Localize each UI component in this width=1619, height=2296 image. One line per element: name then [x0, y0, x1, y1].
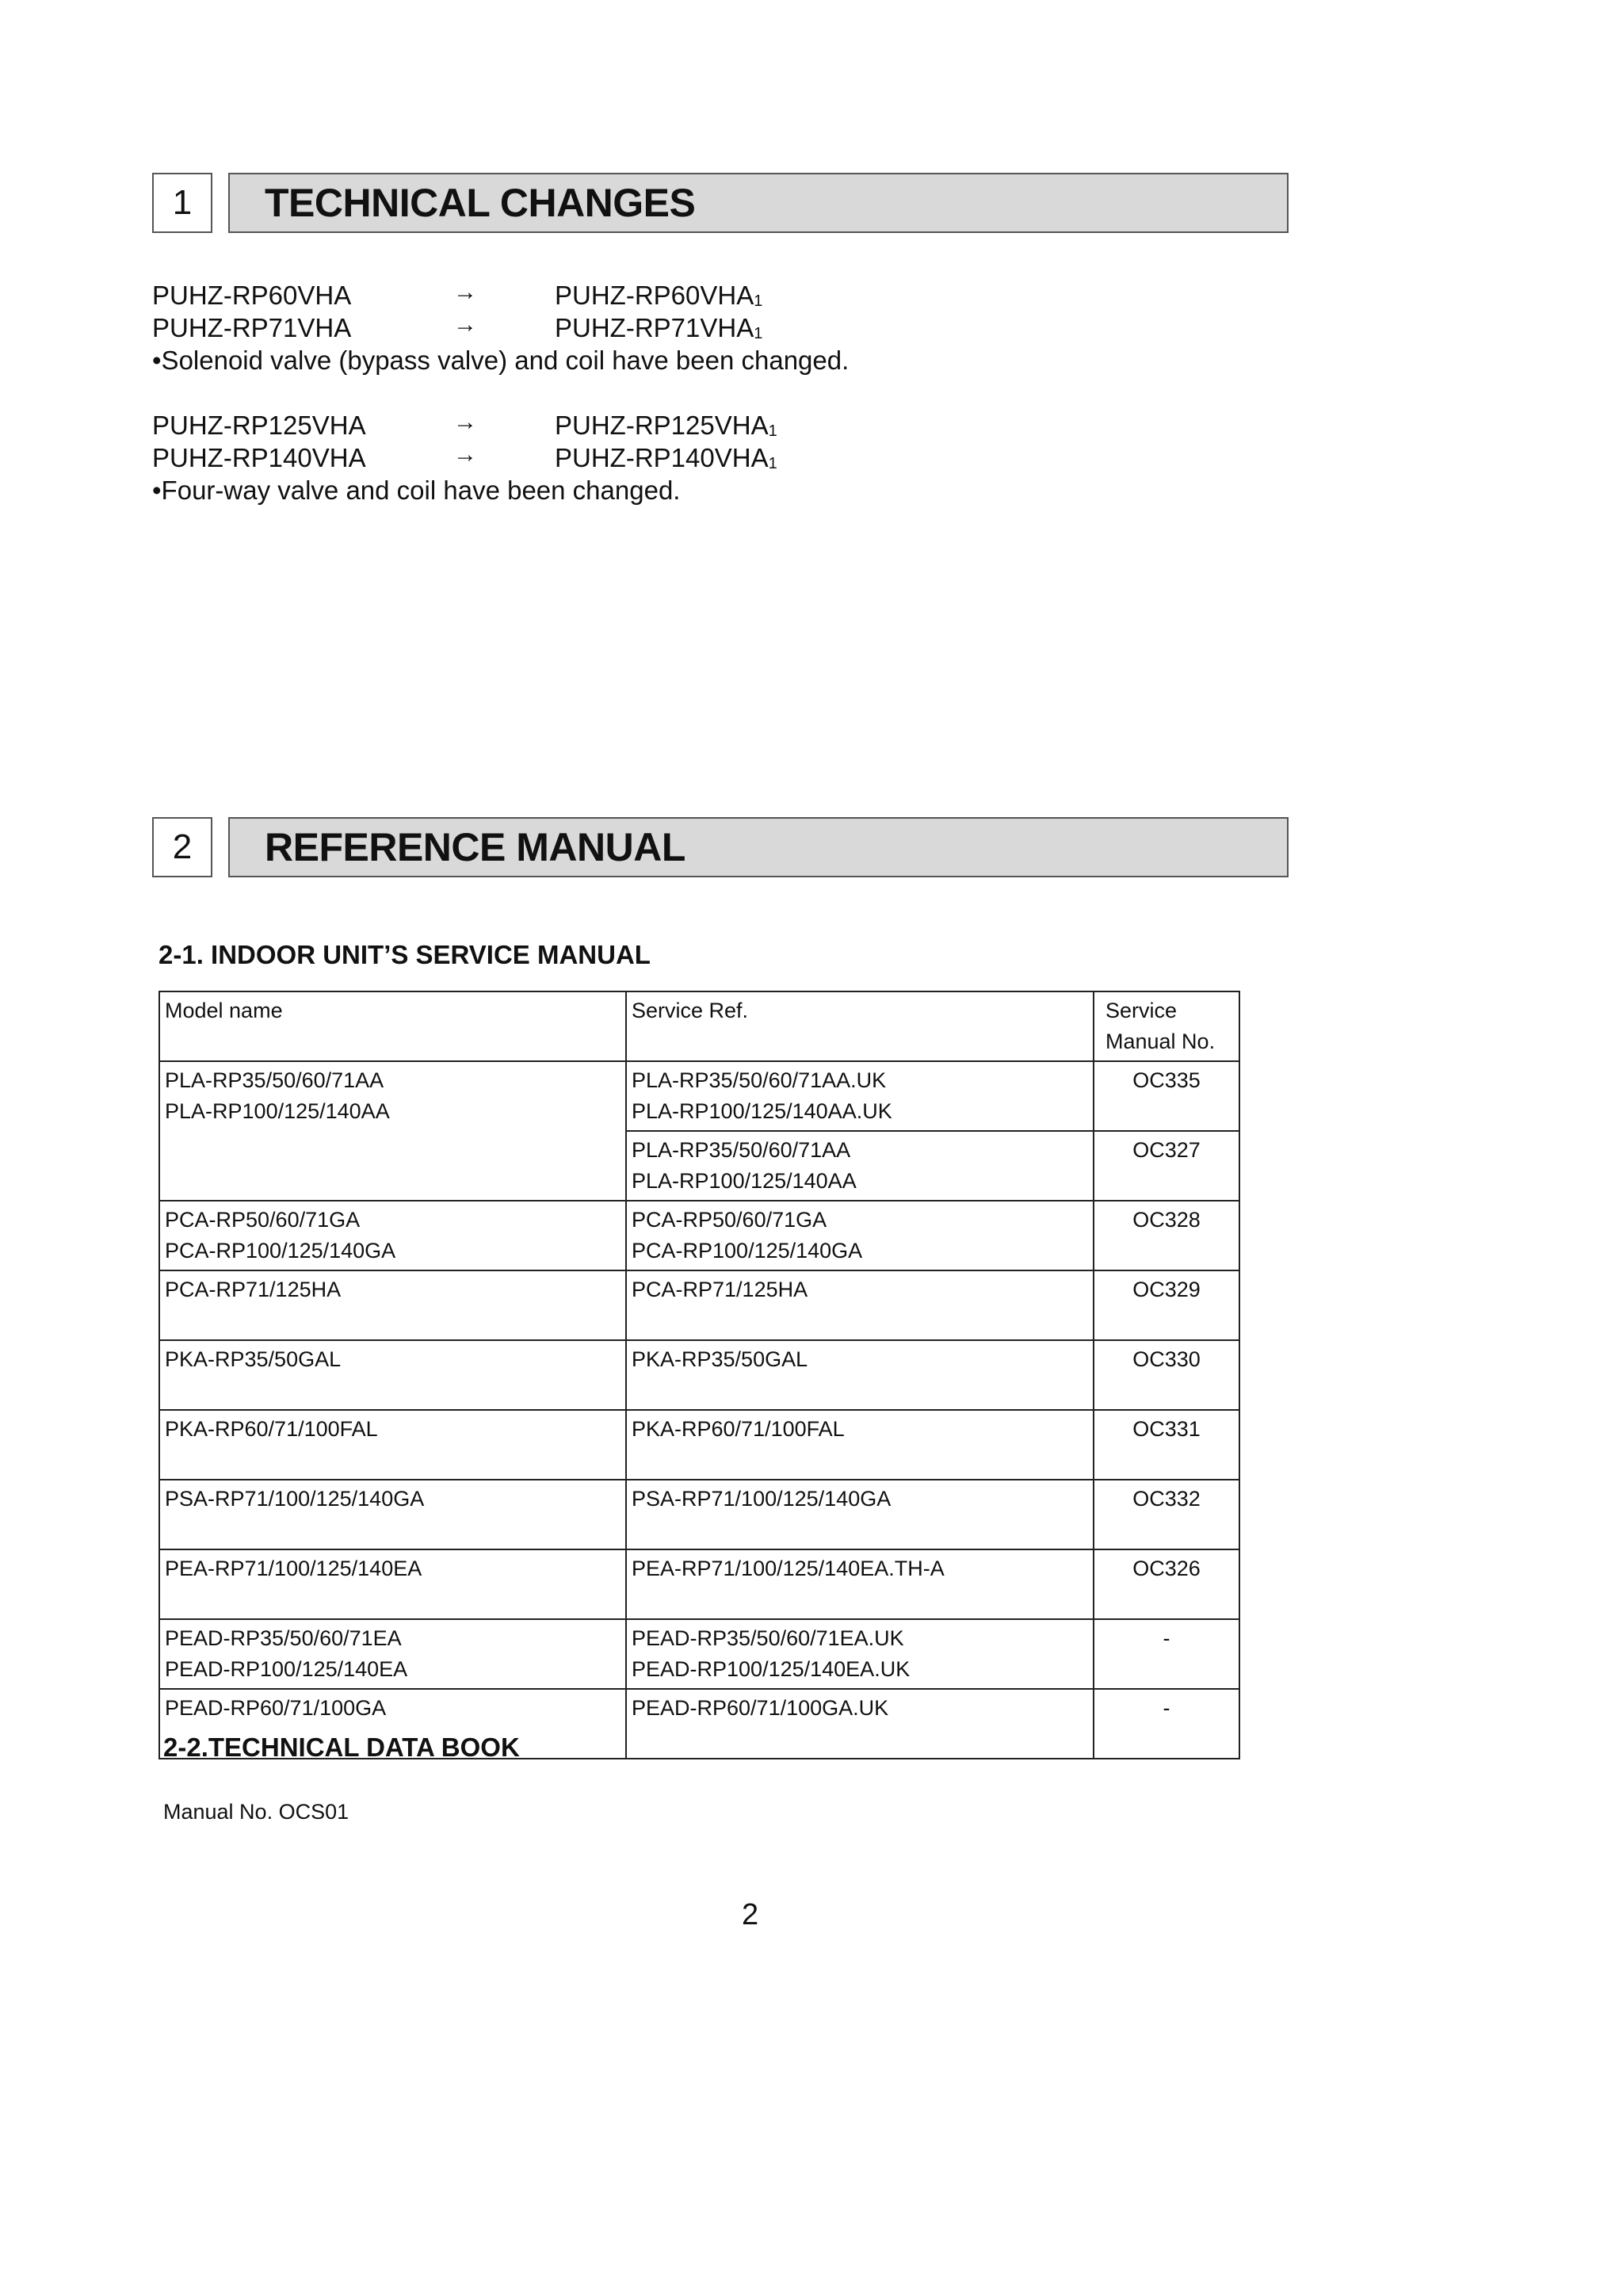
cell-ref: PKA-RP35/50GAL: [626, 1340, 1094, 1410]
indoor-service-manual-heading: 2-1. INDOOR UNIT’S SERVICE MANUAL: [158, 940, 651, 969]
table-row: [159, 1480, 1239, 1549]
change-from-1: PUHZ-RP60VHA: [152, 281, 352, 310]
change-to-4: PUHZ-RP140VHA1: [555, 443, 777, 472]
arrow-icon: →: [453, 409, 477, 435]
arrow-icon: →: [453, 279, 477, 305]
table-row: [159, 1061, 1239, 1131]
cell-ref: PEAD-RP60/71/100GA.UK: [626, 1689, 1094, 1759]
section-2-title: REFERENCE MANUAL: [228, 817, 1289, 877]
arrow-icon: →: [453, 311, 477, 338]
change-from-3: PUHZ-RP125VHA: [152, 411, 366, 440]
section-1-number: 1: [152, 173, 212, 233]
cell-ref: PLA-RP35/50/60/71AA PLA-RP100/125/140AA: [626, 1131, 1094, 1201]
service-manual-table: [158, 991, 1240, 1759]
table-row: [159, 1340, 1239, 1410]
table-header-row: [159, 991, 1239, 1061]
table-row: [159, 1270, 1239, 1340]
cell-model: PEA-RP71/100/125/140EA: [159, 1549, 626, 1619]
cell-model: PEAD-RP60/71/100GA: [159, 1689, 626, 1759]
cell-ref: PEA-RP71/100/125/140EA.TH-A: [626, 1549, 1094, 1619]
cell-ref: PEAD-RP35/50/60/71EA.UK PEAD-RP100/125/140EA.UK: [626, 1619, 1094, 1689]
cell-model: PKA-RP35/50GAL: [159, 1340, 626, 1410]
cell-manual: OC328: [1094, 1201, 1239, 1270]
table-row: [159, 1549, 1239, 1619]
cell-manual: OC330: [1094, 1340, 1239, 1410]
arrow-icon: →: [453, 441, 477, 468]
cell-model: PKA-RP60/71/100FAL: [159, 1410, 626, 1480]
cell-manual: OC331: [1094, 1410, 1239, 1480]
page-number: 2: [742, 1898, 759, 1931]
cell-manual: -: [1094, 1689, 1239, 1759]
cell-manual: OC329: [1094, 1270, 1239, 1340]
table-row: [159, 1619, 1239, 1689]
cell-manual: OC335: [1094, 1061, 1239, 1131]
cell-ref: PCA-RP71/125HA: [626, 1270, 1094, 1340]
change-to-1: PUHZ-RP60VHA1: [555, 281, 763, 310]
cell-model: PEAD-RP35/50/60/71EA PEAD-RP100/125/140EA: [159, 1619, 626, 1689]
section-1-title: TECHNICAL CHANGES: [228, 173, 1289, 233]
cell-manual: -: [1094, 1619, 1239, 1689]
change-note-1: •Solenoid valve (bypass valve) and coil have been changed.: [152, 346, 850, 375]
section-2-number: 2: [152, 817, 212, 877]
cell-ref: PCA-RP50/60/71GA PCA-RP100/125/140GA: [626, 1201, 1094, 1270]
cell-manual: OC327: [1094, 1131, 1239, 1201]
cell-model: PSA-RP71/100/125/140GA: [159, 1480, 626, 1549]
manual-number: Manual No. OCS01: [163, 1800, 349, 1824]
table-row: [159, 1410, 1239, 1480]
cell-model: PCA-RP50/60/71GA PCA-RP100/125/140GA: [159, 1201, 626, 1270]
technical-data-book-heading: 2-2.TECHNICAL DATA BOOK: [163, 1733, 520, 1762]
header-manual-no: Service Manual No.: [1094, 991, 1239, 1061]
change-from-2: PUHZ-RP71VHA: [152, 313, 352, 342]
cell-ref: PKA-RP60/71/100FAL: [626, 1410, 1094, 1480]
header-model-name: Model name: [159, 991, 626, 1061]
cell-model: PCA-RP71/125HA: [159, 1270, 626, 1340]
cell-manual: OC326: [1094, 1549, 1239, 1619]
header-service-ref: Service Ref.: [626, 991, 1094, 1061]
change-note-2: •Four-way valve and coil have been changed.: [152, 476, 681, 505]
cell-manual: OC332: [1094, 1480, 1239, 1549]
table-row: [159, 1201, 1239, 1270]
cell-model: PLA-RP35/50/60/71AA PLA-RP100/125/140AA: [159, 1061, 626, 1201]
change-to-2: PUHZ-RP71VHA1: [555, 313, 763, 342]
cell-ref: PLA-RP35/50/60/71AA.UK PLA-RP100/125/140AA.UK: [626, 1061, 1094, 1131]
change-to-3: PUHZ-RP125VHA1: [555, 411, 777, 440]
change-from-4: PUHZ-RP140VHA: [152, 443, 366, 472]
cell-ref: PSA-RP71/100/125/140GA: [626, 1480, 1094, 1549]
